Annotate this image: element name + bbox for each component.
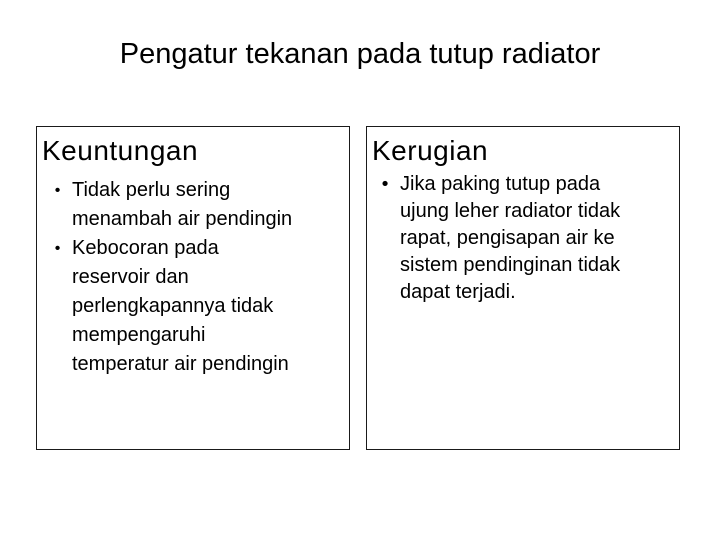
- disadvantages-panel: [366, 126, 680, 450]
- slide-title: Pengatur tekanan pada tutup radiator: [119, 38, 601, 70]
- disadvantages-list: [370, 171, 676, 306]
- list-item-line: reservoir dan: [72, 266, 189, 288]
- bullet-icon: •: [54, 182, 61, 199]
- list-item: [43, 234, 343, 379]
- list-item: [43, 176, 343, 234]
- advantages-list: [43, 176, 343, 379]
- list-item-line: Jika paking tutup pada: [400, 173, 601, 195]
- list-item-line: menambah air pendingin: [72, 208, 293, 230]
- advantages-heading: Keuntungan: [42, 135, 199, 166]
- list-item: [370, 171, 676, 306]
- list-item-line: Kebocoran pada: [72, 237, 219, 259]
- list-item-line: ujung leher radiator tidak: [400, 200, 621, 222]
- advantages-panel: [36, 126, 350, 450]
- disadvantages-heading: Kerugian: [372, 135, 489, 166]
- list-item-line: dapat terjadi.: [400, 281, 516, 303]
- list-item-line: Tidak perlu sering: [72, 179, 231, 201]
- list-item-line: temperatur air pendingin: [72, 353, 289, 375]
- list-item-line: rapat, pengisapan air ke: [400, 227, 615, 249]
- list-item-line: sistem pendinginan tidak: [400, 254, 621, 276]
- bullet-icon: •: [379, 174, 391, 195]
- list-item-line: mempengaruhi: [72, 324, 206, 346]
- bullet-icon: •: [54, 240, 61, 257]
- list-item-line: perlengkapannya tidak: [72, 295, 274, 317]
